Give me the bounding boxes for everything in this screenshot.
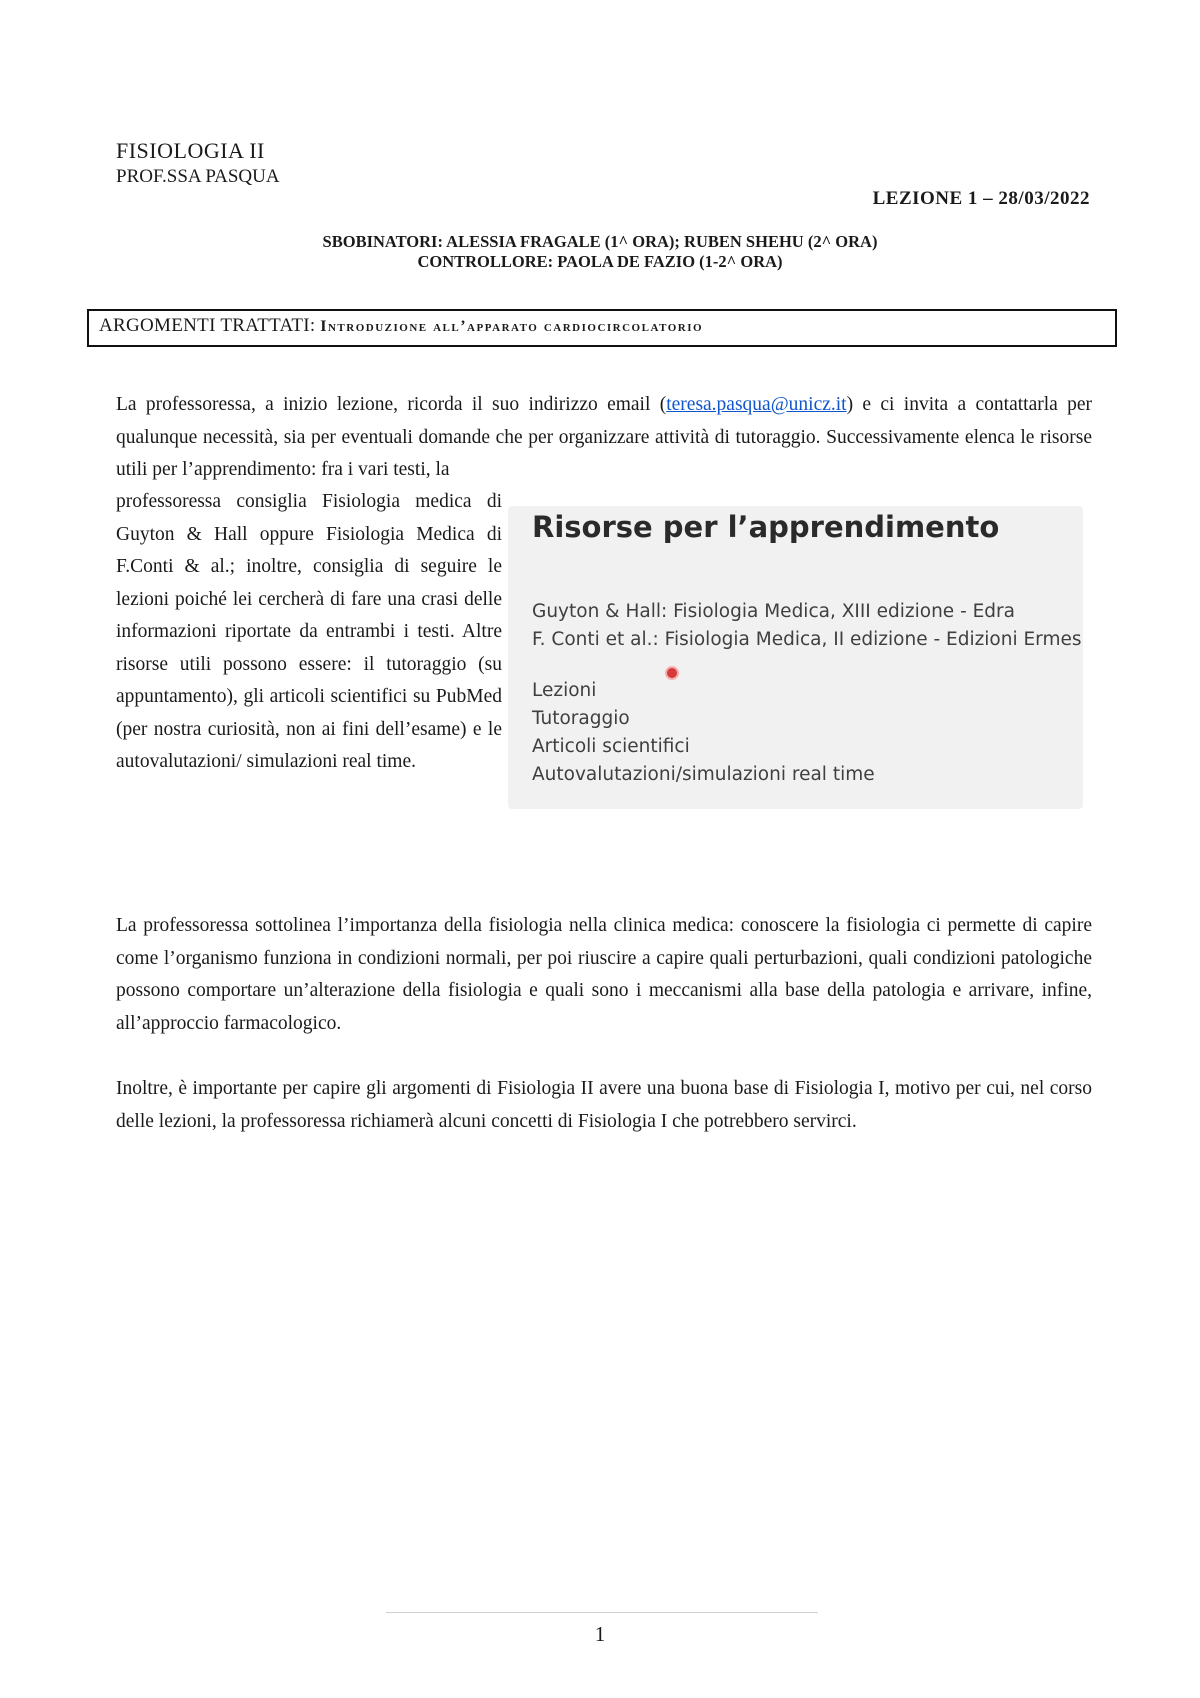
resources-slide-image xyxy=(508,506,1083,809)
prerequisites-paragraph: Inoltre, è importante per capire gli argomenti di Fisiologia II avere una buona base di Fisiologia I, motivo per cui, nel corso delle lezioni, la professoressa richiamerà alcuni concetti di Fisiologia I che potrebbero servirci. xyxy=(116,1078,1092,1132)
email-link[interactable]: teresa.pasqua@unicz.it xyxy=(666,394,847,415)
course-title: FISIOLOGIA II xyxy=(116,138,265,163)
slide-title: Risorse per l’apprendimento xyxy=(532,510,1000,544)
page-number: 1 xyxy=(594,1622,606,1646)
controller-line: CONTROLLORE: PAOLA DE FAZIO (1-2^ ORA) xyxy=(417,252,783,271)
professor-name: PROF.SSA PASQUA xyxy=(116,166,280,187)
intro-text-end: ) e ci invita a contattarla per qualunque necessità, sia per eventuali domande che per organizzare attività di tutoraggio. Successivamente elenca le risorse utili per l’apprendimento: fra i vari testi, la xyxy=(116,394,1093,480)
pointer-cursor-icon xyxy=(665,666,679,680)
footer-divider xyxy=(386,1612,818,1613)
intro-paragraph xyxy=(116,389,1092,487)
topics-label: ARGOMENTI TRATTATI: xyxy=(99,315,316,336)
slide-resource: Autovalutazioni/simulazioni real time xyxy=(532,764,875,785)
topics-box xyxy=(87,309,1117,347)
slide-book: Guyton & Hall: Fisiologia Medica, XIII edizione - Edra xyxy=(532,601,1015,622)
slide-book: F. Conti et al.: Fisiologia Medica, II edizione - Edizioni Ermes xyxy=(532,629,1082,650)
resources-paragraph: professoressa consiglia Fisiologia medica di Guyton & Hall oppure Fisiologia Medica di F.Conti & al.; inoltre, consiglia di seguire le lezioni poiché lei cercherà di fare una crasi delle informazioni riportate da entrambi i testi. Altre risorse utili possono essere: il tutoraggio (su appuntamento), gli articoli scientifici su PubMed (per nostra curiosità, non ai fini dell’esame) e le autovalutazioni/ simulazioni real time. xyxy=(116,491,502,772)
physiology-importance-paragraph: La professoressa sottolinea l’importanza della fisiologia nella clinica medica: conoscere la fisiologia ci permette di capire come l’organismo funziona in condizioni normali, per poi riuscire a capire quali perturbazioni, quali condizioni patologiche possono comportare un’alterazione della fisiologia e quali sono i meccanismi alla base della patologia e arrivare, infine, all’approccio farmacologico. xyxy=(116,915,1092,1034)
slide-resource: Lezioni xyxy=(532,680,597,701)
slide-resource: Tutoraggio xyxy=(532,708,630,729)
slide-resource: Articoli scientifici xyxy=(532,736,690,757)
intro-text-start: La professoressa, a inizio lezione, ricorda il suo indirizzo email ( xyxy=(116,394,667,415)
lesson-date: LEZIONE 1 – 28/03/2022 xyxy=(872,188,1090,209)
topics-value: Introduzione all’apparato cardiocircolatorio xyxy=(320,318,704,335)
transcribers-line: SBOBINATORI: ALESSIA FRAGALE (1^ ORA); RUBEN SHEHU (2^ ORA) xyxy=(322,232,878,251)
